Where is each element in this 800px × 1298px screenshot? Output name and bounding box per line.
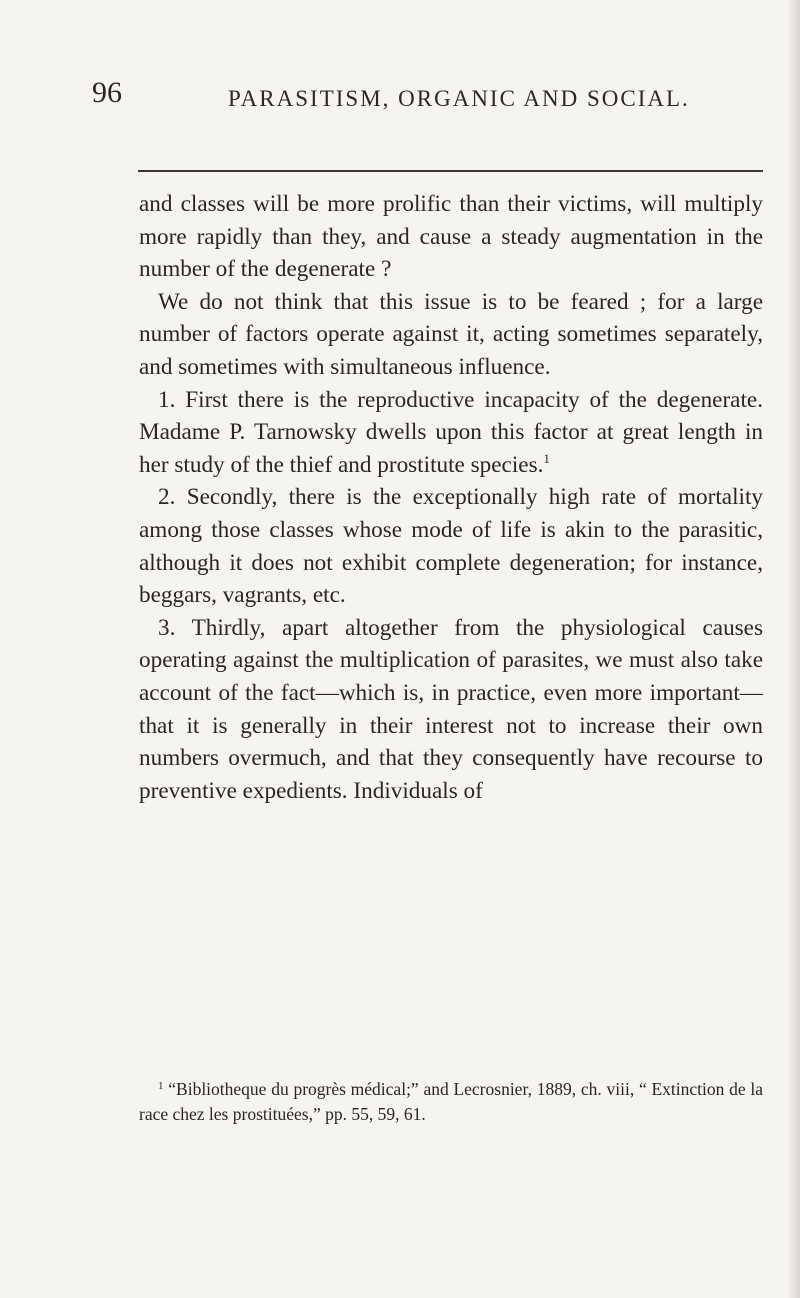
footnote: [139, 1077, 763, 1127]
running-title: PARASITISM, ORGANIC AND SOCIAL.: [228, 86, 690, 111]
paragraph-second-factor: 2. Secondly, there is the exceptionally high rate of mortality among those classes whose mode of life is akin to the parasitic, although it does not exhibit complete degeneration; for instance, beggars, vagrants, etc.: [139, 484, 763, 609]
page-edge-shadow: [788, 0, 800, 1298]
footnote-text: “Bibliotheque du progrès médical;” and Lecrosnier, 1889, ch. viii, “ Extinction de la race chez les prostituées,” pp. 55, 59, 61.: [139, 1079, 764, 1124]
paragraph-third-factor: 3. Thirdly, apart altogether from the physiological causes operating against the multiplication of parasites, we must also take account of the fact—which is, in practice, even more important—that it is generally in their interest not to increase their own numbers overmuch, and that they consequently have recourse to preventive expedients. Individuals of: [139, 614, 763, 804]
footnote-mark: 1: [158, 1080, 164, 1092]
body-text: [139, 188, 763, 807]
footnote-reference: 1: [543, 450, 550, 466]
paragraph-first-factor-text: 1. First there is the reproductive incapacity of the degenerate. Madame P. Tarnowsky dwells upon this factor at great length in her study of the thief and prostitute species.: [139, 386, 763, 478]
paragraph-issue: We do not think that this issue is to be feared ; for a large number of factors operate against it, acting sometimes separately, and sometimes with simultaneous influence.: [139, 288, 763, 380]
paragraph-first-factor: [139, 384, 763, 482]
page-number: 96: [92, 76, 122, 109]
header-rule: [138, 170, 763, 172]
page-header: [92, 76, 742, 124]
footnotes: [139, 1077, 763, 1127]
paragraph-continuation: and classes will be more prolific than their victims, will multiply more rapidly than they, and cause a steady augmentation in the number of the degenerate ?: [139, 191, 763, 283]
